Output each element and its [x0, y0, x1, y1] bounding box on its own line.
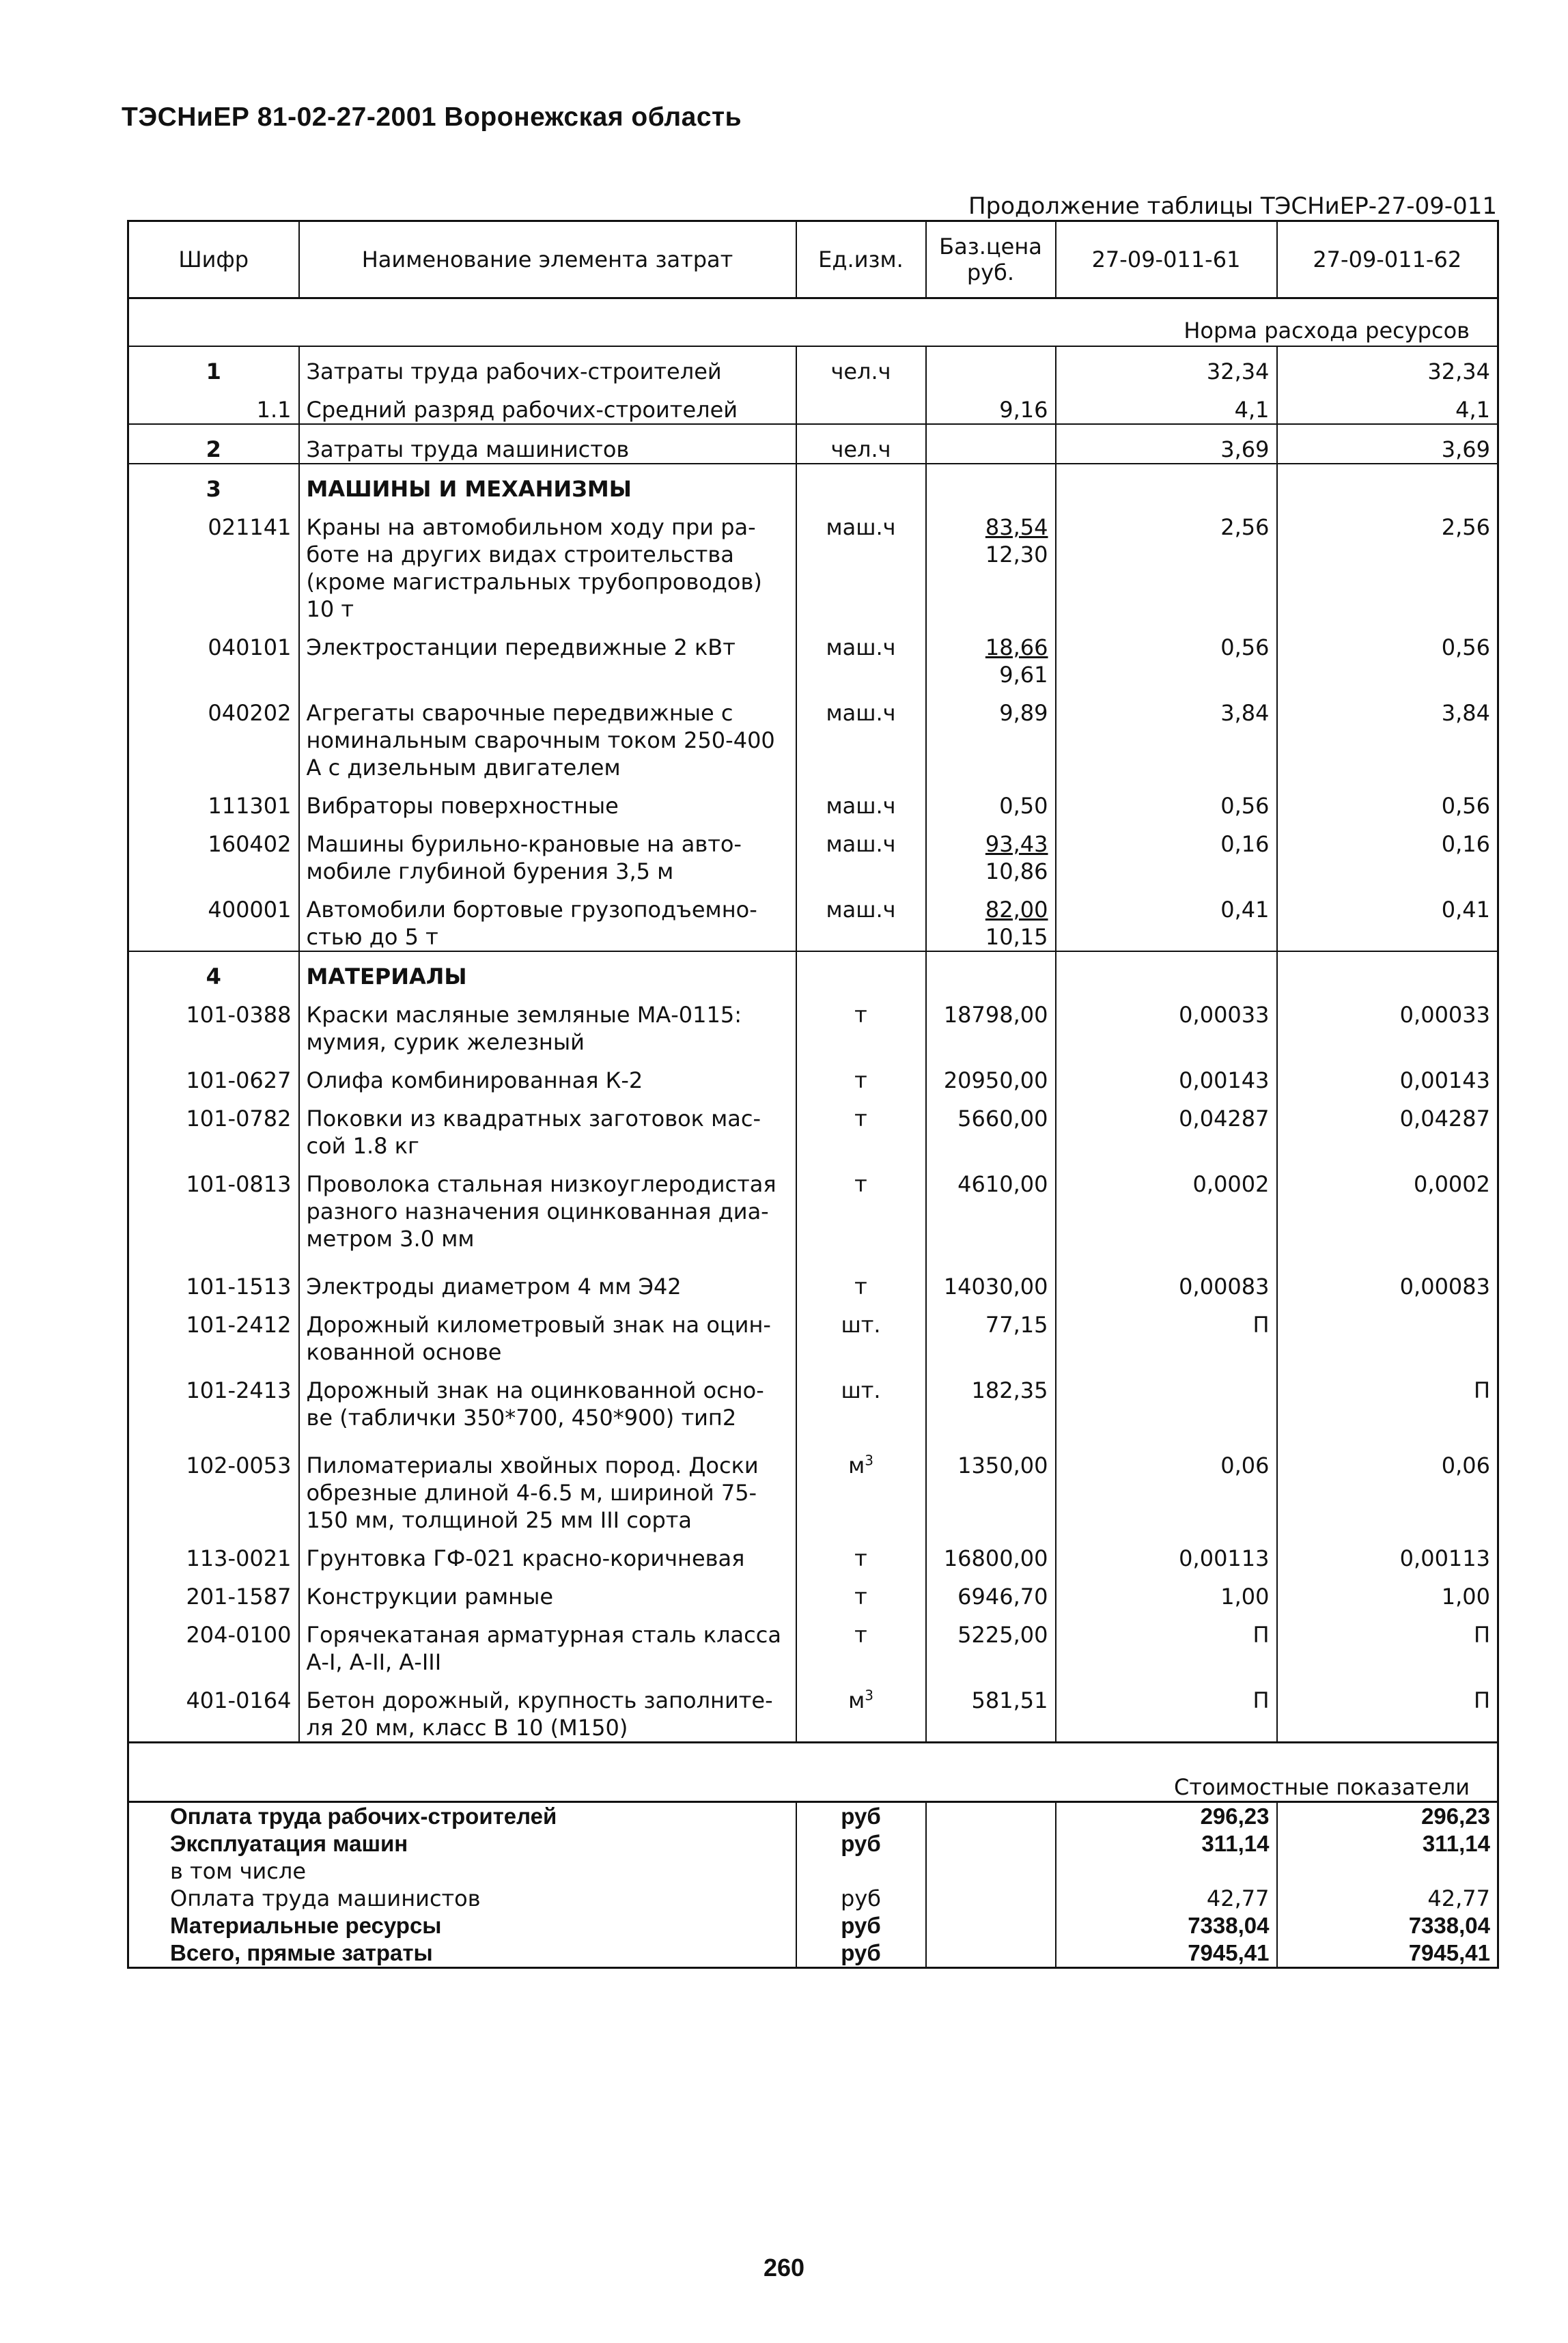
- cost-v2: 7338,04: [1277, 1912, 1498, 1939]
- row-v2: 0,16: [1277, 819, 1498, 885]
- row-code: 400001: [128, 885, 299, 951]
- row-name: Машины бурильно-крановые на авто- мобиле глубиной бурения 3,5 м: [299, 819, 796, 885]
- row-v2: 0,00113: [1277, 1534, 1498, 1572]
- col-header-code: Шифр: [128, 221, 299, 298]
- row-code: 204-0100: [128, 1610, 299, 1676]
- cost-v2: 296,23: [1277, 1802, 1498, 1831]
- cost-row: [128, 1857, 1498, 1885]
- row-price: 82,00 10,15: [926, 885, 1056, 951]
- table-row: [128, 1094, 1498, 1160]
- table-row: [128, 1572, 1498, 1610]
- row-v1: [1056, 951, 1277, 990]
- row-code: 101-0782: [128, 1094, 299, 1160]
- table-row: [128, 1534, 1498, 1572]
- row-code: 102-0053: [128, 1431, 299, 1534]
- cost-v1: 42,77: [1056, 1885, 1277, 1912]
- row-v1: 0,16: [1056, 819, 1277, 885]
- row-name: Бетон дорожный, крупность заполните- ля 20 мм, класс В 10 (М150): [299, 1676, 796, 1743]
- cost-name: Эксплуатация машин: [128, 1830, 796, 1857]
- row-name: Поковки из квадратных заготовок мас- сой 1.8 кг: [299, 1094, 796, 1160]
- row-v1: 32,34: [1056, 346, 1277, 385]
- table-row: [128, 688, 1498, 781]
- row-v1: 0,56: [1056, 623, 1277, 688]
- row-v1: П: [1056, 1300, 1277, 1366]
- row-v2: П: [1277, 1366, 1498, 1431]
- cost-price: [926, 1912, 1056, 1939]
- row-price: 1350,00: [926, 1431, 1056, 1534]
- row-v1: 0,06: [1056, 1431, 1277, 1534]
- row-v1: 3,84: [1056, 688, 1277, 781]
- row-name: Автомобили бортовые грузоподъемно- стью до 5 т: [299, 885, 796, 951]
- table-row: [128, 951, 1498, 990]
- document-title: ТЭСНиЕР 81-02-27-2001 Воронежская область: [122, 102, 742, 132]
- table-row: [128, 503, 1498, 623]
- row-unit: т: [796, 1160, 926, 1252]
- row-price: 14030,00: [926, 1252, 1056, 1300]
- blank: [128, 1743, 299, 1802]
- row-name: Конструкции рамные: [299, 1572, 796, 1610]
- cost-name: Всего, прямые затраты: [128, 1939, 796, 1968]
- row-unit: маш.ч: [796, 688, 926, 781]
- row-unit: т: [796, 1056, 926, 1094]
- cost-v1: [1056, 1857, 1277, 1885]
- col-header-unit: Ед.изм.: [796, 221, 926, 298]
- cost-name: Материальные ресурсы: [128, 1912, 796, 1939]
- blank: [299, 1743, 796, 1802]
- cost-v1: 296,23: [1056, 1802, 1277, 1831]
- page-number: 260: [763, 2254, 805, 2282]
- row-name: Проволока стальная низкоуглеродистая разного назначения оцинкованная диа- метром 3.0 мм: [299, 1160, 796, 1252]
- table-row: [128, 1610, 1498, 1676]
- row-v2: [1277, 464, 1498, 503]
- table-row: [128, 1300, 1498, 1366]
- row-code: 4: [128, 951, 299, 990]
- row-v2: 2,56: [1277, 503, 1498, 623]
- cost-price: [926, 1830, 1056, 1857]
- row-code: 160402: [128, 819, 299, 885]
- row-code: 101-2413: [128, 1366, 299, 1431]
- row-v1: 0,00033: [1056, 990, 1277, 1056]
- row-code: 1: [128, 346, 299, 385]
- row-price: 5225,00: [926, 1610, 1056, 1676]
- table-row: [128, 464, 1498, 503]
- row-code: 1.1: [128, 385, 299, 424]
- row-unit: чел.ч: [796, 424, 926, 464]
- table-row: [128, 819, 1498, 885]
- row-v2: 0,00143: [1277, 1056, 1498, 1094]
- row-name: Краски масляные земляные МА-0115: мумия, сурик железный: [299, 990, 796, 1056]
- row-name: Электроды диаметром 4 мм Э42: [299, 1252, 796, 1300]
- row-v1: 3,69: [1056, 424, 1277, 464]
- row-v2: 0,04287: [1277, 1094, 1498, 1160]
- row-name: Затраты труда машинистов: [299, 424, 796, 464]
- row-code: 101-0388: [128, 990, 299, 1056]
- row-v1: [1056, 1366, 1277, 1431]
- row-unit: шт.: [796, 1300, 926, 1366]
- row-code: 111301: [128, 781, 299, 819]
- row-v2: 0,00033: [1277, 990, 1498, 1056]
- row-price: 182,35: [926, 1366, 1056, 1431]
- row-code: 2: [128, 424, 299, 464]
- cost-v1: 7945,41: [1056, 1939, 1277, 1968]
- row-code: 021141: [128, 503, 299, 623]
- cost-row: [128, 1830, 1498, 1857]
- row-code: 101-0813: [128, 1160, 299, 1252]
- table-body: [128, 298, 1498, 1968]
- row-unit: т: [796, 1610, 926, 1676]
- cost-row: [128, 1802, 1498, 1831]
- row-name: Агрегаты сварочные передвижные с номинальным сварочным током 250-400 А с дизельным двигателем: [299, 688, 796, 781]
- row-unit: шт.: [796, 1366, 926, 1431]
- row-unit: маш.ч: [796, 885, 926, 951]
- cost-row: [128, 1939, 1498, 1968]
- table-row: [128, 385, 1498, 424]
- row-price: 77,15: [926, 1300, 1056, 1366]
- resource-table-container: [127, 220, 1497, 1969]
- resource-table: [127, 220, 1499, 1969]
- row-code: 101-2412: [128, 1300, 299, 1366]
- row-v1: 1,00: [1056, 1572, 1277, 1610]
- row-v1: [1056, 464, 1277, 503]
- table-row: [128, 781, 1498, 819]
- cost-unit: руб: [796, 1885, 926, 1912]
- row-unit: т: [796, 1534, 926, 1572]
- row-code: 401-0164: [128, 1676, 299, 1743]
- row-code: 101-1513: [128, 1252, 299, 1300]
- cost-unit: [796, 1857, 926, 1885]
- row-v1: 0,41: [1056, 885, 1277, 951]
- cost-v2: 42,77: [1277, 1885, 1498, 1912]
- cost-price: [926, 1939, 1056, 1968]
- row-price: 18798,00: [926, 990, 1056, 1056]
- row-price: 9,16: [926, 385, 1056, 424]
- row-v2: [1277, 1300, 1498, 1366]
- cost-unit: руб: [796, 1912, 926, 1939]
- cost-label: Стоимостные показатели: [1056, 1743, 1498, 1802]
- row-name: Вибраторы поверхностные: [299, 781, 796, 819]
- row-name: Затраты труда рабочих-строителей: [299, 346, 796, 385]
- row-v1: 2,56: [1056, 503, 1277, 623]
- row-code: 201-1587: [128, 1572, 299, 1610]
- row-v2: 3,84: [1277, 688, 1498, 781]
- row-price: 18,66 9,61: [926, 623, 1056, 688]
- row-price: 16800,00: [926, 1534, 1056, 1572]
- cost-name: Оплата труда машинистов: [128, 1885, 796, 1912]
- cost-price: [926, 1802, 1056, 1831]
- cost-unit: руб: [796, 1939, 926, 1968]
- row-price: [926, 464, 1056, 503]
- table-row: [128, 623, 1498, 688]
- row-name: Горячекатаная арматурная сталь класса А-I, А-II, А-III: [299, 1610, 796, 1676]
- row-code: 101-0627: [128, 1056, 299, 1094]
- row-code: 040101: [128, 623, 299, 688]
- row-v2: 0,00083: [1277, 1252, 1498, 1300]
- cost-unit: руб: [796, 1802, 926, 1831]
- row-v1: 0,00083: [1056, 1252, 1277, 1300]
- row-name: Дорожный километровый знак на оцин- кованной основе: [299, 1300, 796, 1366]
- row-price: 20950,00: [926, 1056, 1056, 1094]
- cost-name: Оплата труда рабочих-строителей: [128, 1802, 796, 1831]
- row-unit: маш.ч: [796, 819, 926, 885]
- row-v2: П: [1277, 1610, 1498, 1676]
- cost-row: [128, 1885, 1498, 1912]
- col-header-name: Наименование элемента затрат: [299, 221, 796, 298]
- row-v1: 0,04287: [1056, 1094, 1277, 1160]
- section-title: МАТЕРИАЛЫ: [299, 951, 796, 990]
- row-v2: 0,41: [1277, 885, 1498, 951]
- col-header-price: Баз.цена руб.: [926, 221, 1056, 298]
- row-code: 113-0021: [128, 1534, 299, 1572]
- row-name: Краны на автомобильном ходу при ра- боте на других видах строительства (кроме магистральных трубопроводов) 10 т: [299, 503, 796, 623]
- table-row: [128, 1676, 1498, 1743]
- cost-label-row: [128, 1743, 1498, 1802]
- row-v2: 0,56: [1277, 623, 1498, 688]
- row-price: 4610,00: [926, 1160, 1056, 1252]
- table-row: [128, 885, 1498, 951]
- row-unit: маш.ч: [796, 781, 926, 819]
- row-v1: 0,00113: [1056, 1534, 1277, 1572]
- row-name: Дорожный знак на оцинкованной осно- ве (таблички 350*700, 450*900) тип2: [299, 1366, 796, 1431]
- row-price: 6946,70: [926, 1572, 1056, 1610]
- row-unit: $м^3$: [796, 1676, 926, 1743]
- blank: [796, 1743, 926, 1802]
- row-unit: чел.ч: [796, 346, 926, 385]
- cost-unit: руб: [796, 1830, 926, 1857]
- cost-price: [926, 1857, 1056, 1885]
- row-v2: 3,69: [1277, 424, 1498, 464]
- table-caption: Продолжение таблицы ТЭСНиЕР-27-09-011: [968, 193, 1497, 220]
- row-name: Грунтовка ГФ-021 красно-коричневая: [299, 1534, 796, 1572]
- table-header-row: [128, 221, 1498, 298]
- row-price: 581,51: [926, 1676, 1056, 1743]
- row-unit: [796, 464, 926, 503]
- row-v1: 4,1: [1056, 385, 1277, 424]
- norm-label: Норма расхода ресурсов: [1056, 298, 1498, 347]
- row-v2: 0,56: [1277, 781, 1498, 819]
- row-unit: [796, 385, 926, 424]
- row-v2: [1277, 951, 1498, 990]
- cost-v1: 7338,04: [1056, 1912, 1277, 1939]
- table-row: [128, 1366, 1498, 1431]
- col-header-v1: 27-09-011-61: [1056, 221, 1277, 298]
- row-price: 83,54 12,30: [926, 503, 1056, 623]
- row-name: Средний разряд рабочих-строителей: [299, 385, 796, 424]
- row-v1: 0,0002: [1056, 1160, 1277, 1252]
- row-v1: 0,56: [1056, 781, 1277, 819]
- cost-row: [128, 1912, 1498, 1939]
- row-v2: 1,00: [1277, 1572, 1498, 1610]
- row-unit: т: [796, 1572, 926, 1610]
- col-header-v2: 27-09-011-62: [1277, 221, 1498, 298]
- row-price: 93,43 10,86: [926, 819, 1056, 885]
- row-price: 5660,00: [926, 1094, 1056, 1160]
- table-row: [128, 1252, 1498, 1300]
- row-unit: т: [796, 1094, 926, 1160]
- row-unit: т: [796, 1252, 926, 1300]
- row-v1: 0,00143: [1056, 1056, 1277, 1094]
- cost-name: в том числе: [128, 1857, 796, 1885]
- table-row: [128, 1431, 1498, 1534]
- row-v1: П: [1056, 1610, 1277, 1676]
- row-v2: 32,34: [1277, 346, 1498, 385]
- row-unit: т: [796, 990, 926, 1056]
- row-price: 9,89: [926, 688, 1056, 781]
- section-title: МАШИНЫ И МЕХАНИЗМЫ: [299, 464, 796, 503]
- row-name: Олифа комбинированная К-2: [299, 1056, 796, 1094]
- table-row: [128, 1160, 1498, 1252]
- table-row: [128, 990, 1498, 1056]
- row-unit: маш.ч: [796, 503, 926, 623]
- row-price: 0,50: [926, 781, 1056, 819]
- cost-v1: 311,14: [1056, 1830, 1277, 1857]
- cost-price: [926, 1885, 1056, 1912]
- row-v1: П: [1056, 1676, 1277, 1743]
- row-v2: 4,1: [1277, 385, 1498, 424]
- row-v2: П: [1277, 1676, 1498, 1743]
- norm-label-row: [128, 298, 1498, 347]
- row-code: 040202: [128, 688, 299, 781]
- row-name: Пиломатериалы хвойных пород. Доски обрезные длиной 4-6.5 м, шириной 75- 150 мм, толщиной 25 мм III сорта: [299, 1431, 796, 1534]
- row-unit: маш.ч: [796, 623, 926, 688]
- row-name: Электростанции передвижные 2 кВт: [299, 623, 796, 688]
- blank: [926, 1743, 1056, 1802]
- row-unit: [796, 951, 926, 990]
- table-row: [128, 1056, 1498, 1094]
- cost-v2: 311,14: [1277, 1830, 1498, 1857]
- row-v2: 0,0002: [1277, 1160, 1498, 1252]
- table-row: [128, 424, 1498, 464]
- table-row: [128, 346, 1498, 385]
- row-price: [926, 951, 1056, 990]
- row-price: [926, 424, 1056, 464]
- row-price: [926, 346, 1056, 385]
- cost-v2: 7945,41: [1277, 1939, 1498, 1968]
- row-unit: $м^3$: [796, 1431, 926, 1534]
- cost-v2: [1277, 1857, 1498, 1885]
- row-code: 3: [128, 464, 299, 503]
- row-v2: 0,06: [1277, 1431, 1498, 1534]
